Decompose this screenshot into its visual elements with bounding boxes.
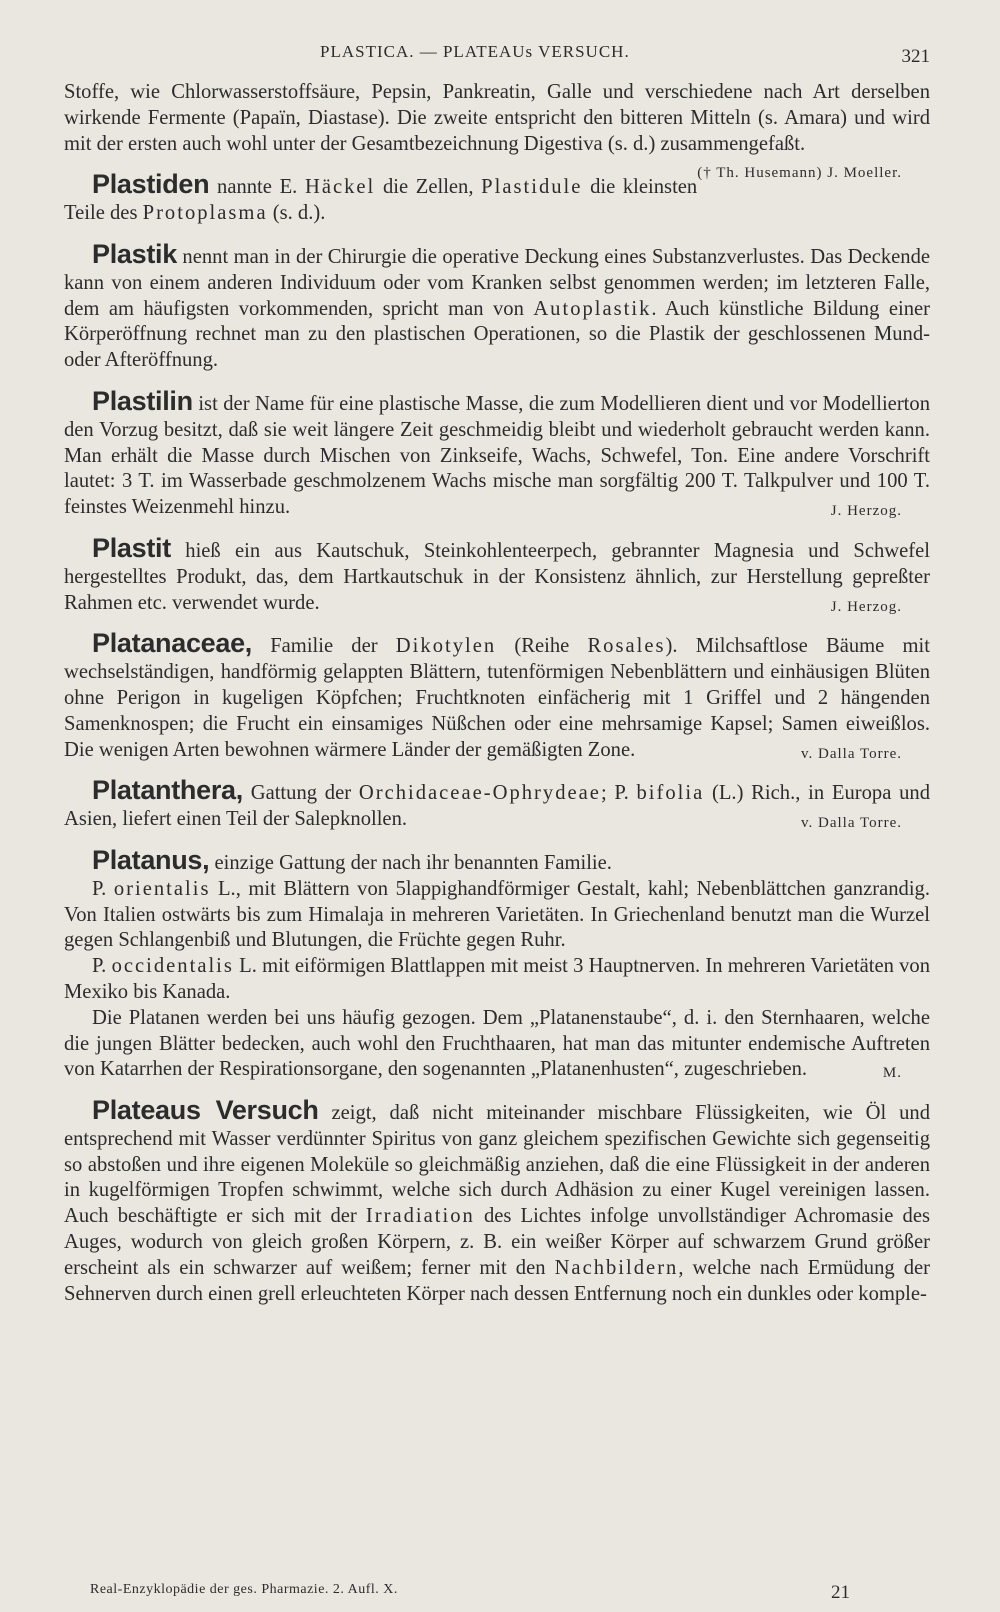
platanus-orientalis-paragraph: P. orientalis L., mit Blättern von 5lappighandförmiger Gestalt, kahl; Nebenblättchen ganzrandig. Von Italien ostwärts bis zum Himalaja in mehreren Varietäten. In Griechenland benutzt man die Wurzel gegen Schlangenbiß und Blutungen, die Früchte gegen Ruhr.: [64, 877, 930, 952]
page-body: [64, 80, 930, 1307]
entry-keyword: Platanus,: [92, 844, 210, 875]
platanus-occidentalis-paragraph: P. occidentalis L. mit eiförmigen Blattlappen mit meist 3 Hauptnerven. In mehreren Varietäten von Mexiko bis Kanada.: [64, 955, 931, 1003]
entry-keyword: Plastilin: [92, 385, 193, 416]
entry-platanthera: Platanthera, Gattung der Orchidaceae-Ophrydeae; P. bifolia (L.) Rich., in Europa und Asien, liefert einen Teil der Salepknollen. v. Dalla Torre.: [64, 778, 930, 833]
platanus-cultivation-paragraph: Die Platanen werden bei uns häufig gezogen. Dem „Platanenstaube“, d. i. den Sternhaaren, welche die jungen Blätter bedecken, auch wohl den Fruchthaaren, hat man das mitunter endemische Auftreten von Katarrhen der Respirationsorgane, den sogenannten „Platanenhusten“, zugeschrieben. M.: [64, 1006, 930, 1083]
page-footer: [90, 1578, 850, 1604]
entry-keyword: Plastit: [92, 532, 171, 563]
running-title: PLASTICA. — PLATEAUs VERSUCH.: [320, 42, 630, 61]
entry-plastiden: Plastiden nannte E. Häckel die Zellen, Plastidule die kleinsten Teile des Protoplasma (s. d.).: [64, 169, 698, 225]
entry-plastik: Plastik nennt man in der Chirurgie die operative Deckung eines Substanzverlustes. Das Deckende kann von einem anderen Individuum oder vom Kranken selbst genommen werden; im letzteren Falle, dem am häufigsten vorkommenden, spricht man von Autoplastik. Auch künstliche Bildung einer Körperöffnung rechnet man zu den plastischen Operationen, so die Plastik der geschlossenen Mund- oder Afteröffnung.: [64, 238, 931, 372]
footer-source: Real-Enzyklopädie der ges. Pharmazie. 2. Aufl. X.: [90, 1582, 398, 1597]
entry-author: v. Dalla Torre.: [800, 815, 902, 832]
page-header: [60, 40, 930, 70]
entry-platanaceae: Platanaceae, Familie der Dikotylen (Reihe Rosales). Milchsaftlose Bäume mit wechselständigen, handförmig gelappten Blättern, tutenförmigen Nebenblättern und einhäusigen Blüten ohne Perigon in kugeligen Köpfchen; Fruchtknoten einfächerig mit 1 Griffel und 2 hängenden Samenknospen; die Frucht ein einsamiges Nüßchen oder eine mehrsamige Kapsel; Samen eiweißlos. Die wenigen Arten bewohnen wärmere Länder der gemäßigten Zone. v. Dalla Torre.: [64, 631, 930, 763]
entry-plastilin: Plastilin ist der Name für eine plastische Masse, die zum Modellieren dient und vor Modellierton den Vorzug besitzt, daß sie weit längere Zeit geschmeidig bleibt und wiederholt gebraucht werden kann. Man erhält die Masse durch Mischen von Zinkseife, Wachs, Schwefel, Ton. Eine andere Vorschrift lautet: 3 T. im Wasserbade geschmolzenem Wachs mische man sorgfältig 200 T. Talkpulver und 100 T. feinstes Weizenmehl hinzu. J. Herzog.: [64, 389, 930, 521]
page-number: 321: [901, 46, 930, 67]
entry-keyword: Plastiden: [92, 169, 210, 200]
entry-keyword: Platanaceae,: [92, 628, 253, 659]
entry-plateaus-versuch: Plateaus Versuch zeigt, daß nicht miteinander mischbare Flüssigkeiten, wie Öl und entsprechend mit Wasser verdünnter Spiritus von ganz gleichem spezifischen Gewichte sich gegenseitig so abstoßen und ihre eigenen Moleküle so gleichmäßig anziehen, daß die eine Flüssigkeit in der anderen in kugelförmigen Tropfen schwimmt, welche sich durch Adhäsion zu einer Kugel vereinigen lassen. Auch beschäftigte er sich mit der Irradiation des Lichtes infolge unvollständiger Achromasie des Auges, wodurch von gleich großen Körpern, z. B. ein weißer Körper auf schwarzem Grund größer erscheint als ein schwarzer auf weißem; ferner mit den Nachbildern, welche nach Ermüdung der Sehnerven durch einen grell erleuchteten Körper nach dessen Entfernung noch ein dunkles oder komple-: [64, 1095, 931, 1305]
entry-plastit: Plastit hieß ein aus Kautschuk, Steinkohlenteerpech, gebrannter Magnesia und Schwefel hergestelltes Produkt, das, dem Hartkautschuk in der Konsistenz ähnlich, zur Herstellung gepreßter Rahmen etc. verwendet wurde. J. Herzog.: [64, 536, 930, 616]
entry-author: († Th. Husemann) J. Moeller.: [697, 165, 902, 182]
entry-keyword: Plateaus Versuch: [92, 1095, 319, 1126]
entry-author: M.: [882, 1065, 902, 1082]
entry-keyword: Plastik: [92, 238, 177, 269]
entry-author: J. Herzog.: [830, 503, 902, 520]
continuation-paragraph: Stoffe, wie Chlorwasserstoffsäure, Pepsin, Pankreatin, Galle und verschiedene nach Art derselben wirkende Fermente (Papaïn, Diastase). Die zweite entspricht den bitteren Mitteln (s. Amara) und wird mit der ersten auch wohl unter der Gesamtbezeichnung Digestiva (s. d.) zusammengefaßt. († Th. Husemann) J. Moeller.: [64, 80, 930, 157]
signature-mark: 21: [831, 1582, 850, 1603]
entry-keyword: Platanthera,: [92, 775, 243, 806]
entry-platanus: Platanus, einzige Gattung der nach ihr benannten Familie.: [92, 844, 612, 875]
entry-author: J. Herzog.: [830, 598, 902, 615]
entry-author: v. Dalla Torre.: [800, 745, 902, 762]
